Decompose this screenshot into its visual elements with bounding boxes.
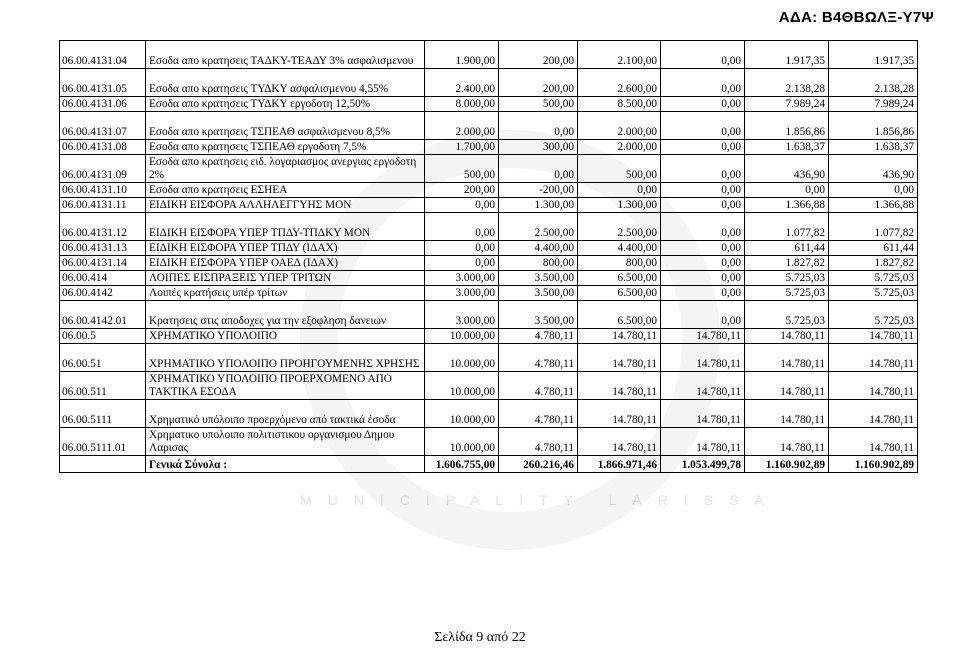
amount-v2: 4.780,11 (499, 329, 578, 344)
account-code: 06.00.4131.07 (60, 112, 146, 140)
account-code: 06.00.511 (60, 372, 146, 400)
amount-v5: 14.780,11 (745, 329, 829, 344)
amount-v1: 8.000,00 (425, 97, 499, 112)
amount-v6: 0,00 (829, 183, 918, 198)
total-v6: 1.160.902,89 (829, 456, 918, 473)
table-row (60, 372, 918, 400)
amount-v4: 14.780,11 (661, 344, 745, 372)
table-row (60, 213, 918, 241)
amount-v2: 300,00 (499, 140, 578, 155)
amount-v5: 0,00 (745, 183, 829, 198)
account-description: Εσοδα απο κρατησεις ΤΥΔΚΥ εργοδοτη 12,50% (146, 97, 425, 112)
totals-row (60, 456, 918, 473)
amount-v3: 8.500,00 (578, 97, 661, 112)
totals-label: Γενικά Σύνολα : (146, 456, 425, 473)
amount-v6: 1.366,88 (829, 198, 918, 213)
account-description: Κρατησεις στις αποδοχες για την εξοφληση δανειων (146, 301, 425, 329)
account-description: Εσοδα απο κρατησεις ΕΣΗΕΑ (146, 183, 425, 198)
account-description: Εσοδα απο κρατησεις ειδ. λογαριασμος ανεργιας εργοδοτη 2% (146, 155, 425, 183)
amount-v3: 1.300,00 (578, 198, 661, 213)
amount-v6: 1.856,86 (829, 112, 918, 140)
amount-v3: 2.000,00 (578, 112, 661, 140)
table-row (60, 183, 918, 198)
amount-v1: 0,00 (425, 256, 499, 271)
amount-v4: 0,00 (661, 256, 745, 271)
amount-v2: 4.780,11 (499, 400, 578, 428)
totals-empty-cell (60, 456, 146, 473)
table-row (60, 271, 918, 286)
table-row (60, 329, 918, 344)
amount-v3: 4.400,00 (578, 241, 661, 256)
amount-v2: 1.300,00 (499, 198, 578, 213)
amount-v1: 2.000,00 (425, 112, 499, 140)
amount-v1: 3.000,00 (425, 301, 499, 329)
total-v2: 260.216,46 (499, 456, 578, 473)
account-code: 06.00.51 (60, 344, 146, 372)
amount-v6: 14.780,11 (829, 344, 918, 372)
amount-v2: 800,00 (499, 256, 578, 271)
account-description: ΛΟΙΠΕΣ ΕΙΣΠΡΑΞΕΙΣ ΥΠΕΡ ΤΡΙΤΩΝ (146, 271, 425, 286)
amount-v6: 7.989,24 (829, 97, 918, 112)
account-code: 06.00.4131.06 (60, 97, 146, 112)
amount-v6: 1.638,37 (829, 140, 918, 155)
amount-v3: 14.780,11 (578, 344, 661, 372)
amount-v3: 2.100,00 (578, 41, 661, 69)
amount-v4: 14.780,11 (661, 428, 745, 456)
account-description: Εσοδα απο κρατησεις ΤΥΔΚΥ ασφαλισμενου 4,55% (146, 69, 425, 97)
account-code: 06.00.4131.13 (60, 241, 146, 256)
account-code: 06.00.4142.01 (60, 301, 146, 329)
amount-v6: 1.077,82 (829, 213, 918, 241)
amount-v4: 0,00 (661, 97, 745, 112)
amount-v6: 14.780,11 (829, 400, 918, 428)
amount-v4: 0,00 (661, 213, 745, 241)
amount-v3: 6.500,00 (578, 286, 661, 301)
account-description: ΕΙΔΙΚΗ ΕΙΣΦΟΡΑ ΑΛΛΗΛΕΓΓΥΗΣ ΜΟΝ (146, 198, 425, 213)
amount-v2: 2.500,00 (499, 213, 578, 241)
account-code: 06.00.5111 (60, 400, 146, 428)
account-code: 06.00.4131.05 (60, 69, 146, 97)
amount-v6: 14.780,11 (829, 428, 918, 456)
amount-v3: 14.780,11 (578, 400, 661, 428)
amount-v3: 6.500,00 (578, 271, 661, 286)
amount-v1: 10.000,00 (425, 329, 499, 344)
amount-v2: 4.780,11 (499, 372, 578, 400)
amount-v2: 200,00 (499, 41, 578, 69)
amount-v5: 611,44 (745, 241, 829, 256)
page-number: Σελίδα 9 από 22 (434, 630, 526, 645)
total-v5: 1.160.902,89 (745, 456, 829, 473)
amount-v4: 14.780,11 (661, 400, 745, 428)
amount-v6: 1.917,35 (829, 41, 918, 69)
amount-v3: 0,00 (578, 183, 661, 198)
account-description: ΧΡΗΜΑΤΙΚΟ ΥΠΟΛΟΙΠΟ (146, 329, 425, 344)
amount-v1: 10.000,00 (425, 372, 499, 400)
amount-v4: 0,00 (661, 198, 745, 213)
amount-v6: 2.138,28 (829, 69, 918, 97)
amount-v1: 0,00 (425, 213, 499, 241)
amount-v6: 5.725,03 (829, 271, 918, 286)
amount-v1: 0,00 (425, 241, 499, 256)
amount-v1: 10.000,00 (425, 428, 499, 456)
table-row (60, 428, 918, 456)
amount-v5: 1.638,37 (745, 140, 829, 155)
account-code: 06.00.4131.08 (60, 140, 146, 155)
amount-v5: 1.917,35 (745, 41, 829, 69)
amount-v4: 0,00 (661, 140, 745, 155)
watermark-text: MUNICIPALITY LARISSA (300, 492, 780, 508)
account-description: ΕΙΔΙΚΗ ΕΙΣΦΟΡΑ ΥΠΕΡ ΤΠΔΥ-ΤΠΔΚΥ ΜΟΝ (146, 213, 425, 241)
account-code: 06.00.4131.14 (60, 256, 146, 271)
table-row (60, 155, 918, 183)
amount-v5: 5.725,03 (745, 271, 829, 286)
amount-v5: 5.725,03 (745, 286, 829, 301)
amount-v2: -200,00 (499, 183, 578, 198)
account-code: 06.00.4131.09 (60, 155, 146, 183)
amount-v3: 2.500,00 (578, 213, 661, 241)
account-description: Εσοδα απο κρατησεις ΤΣΠΕΑΘ ασφαλισμενου 8,5% (146, 112, 425, 140)
amount-v5: 1.366,88 (745, 198, 829, 213)
table-row (60, 140, 918, 155)
account-description: ΧΡΗΜΑΤΙΚΟ ΥΠΟΛΟΙΠΟ ΠΡΟΗΓΟΥΜΕΝΗΣ ΧΡΗΣΗΣ (146, 344, 425, 372)
amount-v1: 3.000,00 (425, 271, 499, 286)
amount-v5: 14.780,11 (745, 428, 829, 456)
amount-v4: 0,00 (661, 112, 745, 140)
amount-v3: 2.600,00 (578, 69, 661, 97)
account-description: Λοιπές κρατήσεις υπέρ τρίτων (146, 286, 425, 301)
table-row (60, 241, 918, 256)
account-code: 06.00.4131.12 (60, 213, 146, 241)
account-code: 06.00.5111.01 (60, 428, 146, 456)
amount-v4: 0,00 (661, 301, 745, 329)
account-description: Εσοδα απο κρατησεις ΤΣΠΕΑΘ εργοδοτη 7,5% (146, 140, 425, 155)
amount-v3: 800,00 (578, 256, 661, 271)
amount-v4: 0,00 (661, 241, 745, 256)
amount-v2: 4.780,11 (499, 428, 578, 456)
amount-v5: 2.138,28 (745, 69, 829, 97)
table-row (60, 97, 918, 112)
account-code: 06.00.4131.10 (60, 183, 146, 198)
amount-v5: 436,90 (745, 155, 829, 183)
amount-v2: 0,00 (499, 112, 578, 140)
amount-v1: 0,00 (425, 198, 499, 213)
account-description: ΕΙΔΙΚΗ ΕΙΣΦΟΡΑ ΥΠΕΡ ΤΠΔΥ (ΙΔΑΧ) (146, 241, 425, 256)
budget-table (59, 40, 918, 473)
amount-v4: 0,00 (661, 183, 745, 198)
amount-v3: 14.780,11 (578, 372, 661, 400)
budget-table-body (60, 41, 918, 473)
account-code: 06.00.4131.11 (60, 198, 146, 213)
account-description: ΕΙΔΙΚΗ ΕΙΣΦΟΡΑ ΥΠΕΡ ΟΑΕΔ (ΙΔΑΧ) (146, 256, 425, 271)
amount-v2: 3.500,00 (499, 286, 578, 301)
amount-v5: 7.989,24 (745, 97, 829, 112)
amount-v5: 1.856,86 (745, 112, 829, 140)
account-description: ΧΡΗΜΑΤΙΚΟ ΥΠΟΛΟΙΠΟ ΠΡΟΕΡΧΟΜΕΝΟ ΑΠΟ ΤΑΚΤΙΚΑ ΕΣΟΔΑ (146, 372, 425, 400)
amount-v1: 200,00 (425, 183, 499, 198)
amount-v6: 611,44 (829, 241, 918, 256)
amount-v3: 14.780,11 (578, 428, 661, 456)
total-v1: 1.606.755,00 (425, 456, 499, 473)
amount-v2: 3.500,00 (499, 271, 578, 286)
table-row (60, 400, 918, 428)
amount-v2: 3.500,00 (499, 301, 578, 329)
table-row (60, 286, 918, 301)
amount-v2: 500,00 (499, 97, 578, 112)
amount-v6: 5.725,03 (829, 286, 918, 301)
amount-v3: 14.780,11 (578, 329, 661, 344)
total-v4: 1.053.499,78 (661, 456, 745, 473)
account-code: 06.00.5 (60, 329, 146, 344)
amount-v5: 14.780,11 (745, 372, 829, 400)
account-description: Χρηματικο υπολοιπο πολιτιστικου οργανισμου Δημου Λαρισας (146, 428, 425, 456)
amount-v4: 0,00 (661, 69, 745, 97)
account-code: 06.00.414 (60, 271, 146, 286)
amount-v3: 500,00 (578, 155, 661, 183)
amount-v6: 14.780,11 (829, 372, 918, 400)
amount-v1: 10.000,00 (425, 344, 499, 372)
amount-v6: 5.725,03 (829, 301, 918, 329)
table-row (60, 344, 918, 372)
amount-v1: 1.700,00 (425, 140, 499, 155)
amount-v4: 14.780,11 (661, 372, 745, 400)
amount-v5: 1.827,82 (745, 256, 829, 271)
amount-v4: 0,00 (661, 41, 745, 69)
total-v3: 1.866.971,46 (578, 456, 661, 473)
amount-v1: 1.900,00 (425, 41, 499, 69)
amount-v2: 4.780,11 (499, 344, 578, 372)
amount-v4: 0,00 (661, 271, 745, 286)
amount-v6: 14.780,11 (829, 329, 918, 344)
amount-v2: 0,00 (499, 155, 578, 183)
amount-v2: 200,00 (499, 69, 578, 97)
amount-v5: 14.780,11 (745, 344, 829, 372)
amount-v5: 1.077,82 (745, 213, 829, 241)
amount-v5: 14.780,11 (745, 400, 829, 428)
table-row (60, 41, 918, 69)
amount-v1: 2.400,00 (425, 69, 499, 97)
amount-v4: 14.780,11 (661, 329, 745, 344)
table-row (60, 69, 918, 97)
amount-v1: 500,00 (425, 155, 499, 183)
account-description: Εσοδα απο κρατησεις ΤΑΔΚΥ-ΤΕΑΔΥ 3% ασφαλισμενου (146, 41, 425, 69)
amount-v4: 0,00 (661, 155, 745, 183)
amount-v6: 436,90 (829, 155, 918, 183)
amount-v1: 3.000,00 (425, 286, 499, 301)
amount-v4: 0,00 (661, 286, 745, 301)
amount-v1: 10.000,00 (425, 400, 499, 428)
table-row (60, 198, 918, 213)
ada-code: ΑΔΑ: Β4ΘΒΩΛΞ-Υ7Ψ (778, 9, 934, 26)
amount-v5: 5.725,03 (745, 301, 829, 329)
account-code: 06.00.4131.04 (60, 41, 146, 69)
table-row (60, 301, 918, 329)
account-code: 06.00.4142 (60, 286, 146, 301)
amount-v2: 4.400,00 (499, 241, 578, 256)
table-row (60, 256, 918, 271)
amount-v3: 2.000,00 (578, 140, 661, 155)
amount-v3: 6.500,00 (578, 301, 661, 329)
table-row (60, 112, 918, 140)
account-description: Χρηματικό υπόλοιπο προερχόμενο από τακτικά έσοδα (146, 400, 425, 428)
amount-v6: 1.827,82 (829, 256, 918, 271)
